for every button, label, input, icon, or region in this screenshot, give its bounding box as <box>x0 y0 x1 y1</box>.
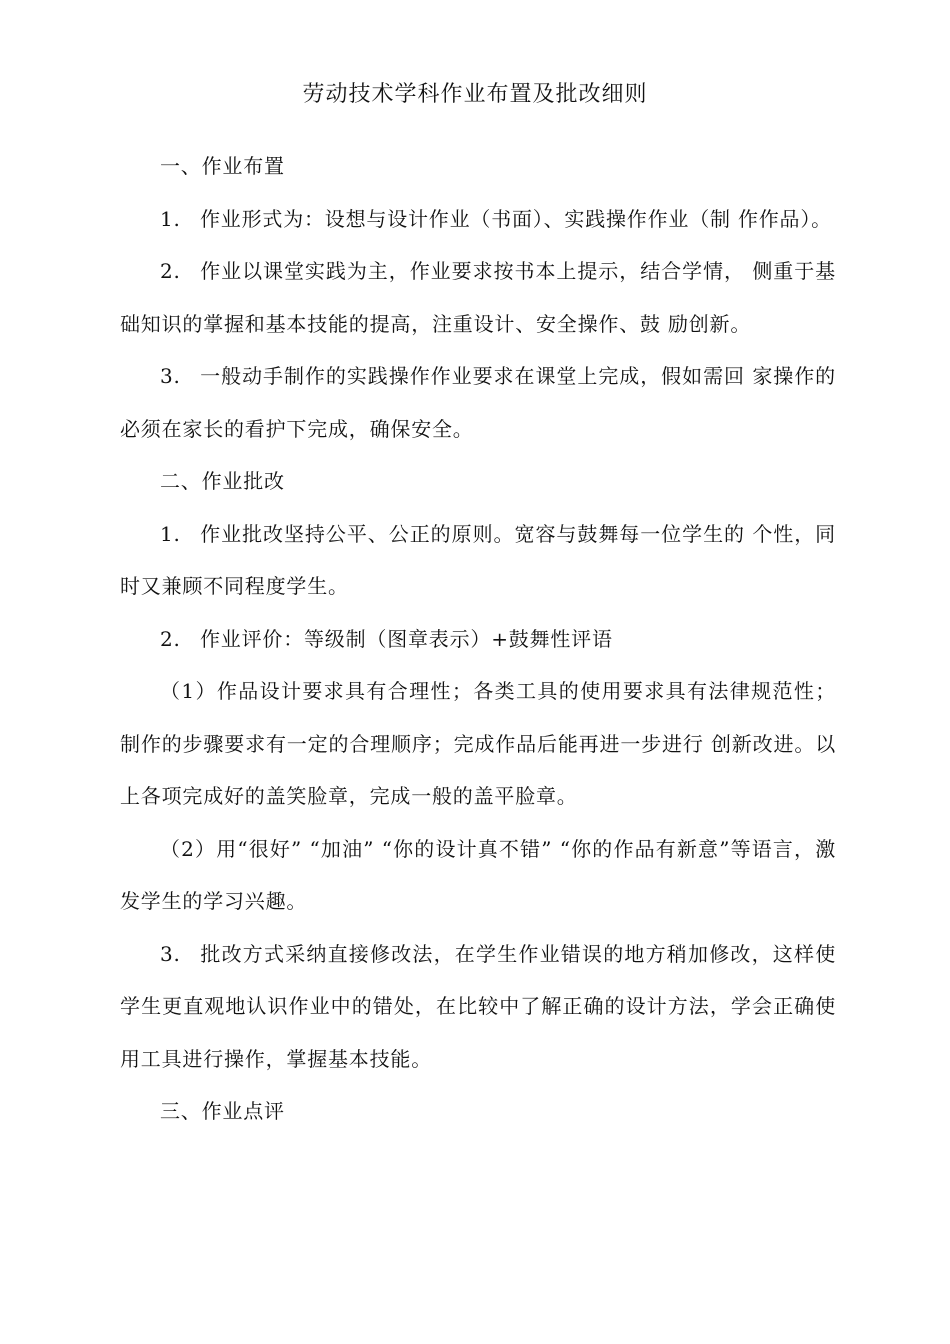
paragraph-text: 作业评价：等级制（图章表示）+鼓舞性评语 <box>200 626 613 651</box>
paragraph-assignment-2 <box>120 245 836 350</box>
document-body <box>120 140 836 1138</box>
item-number: 3. <box>160 941 181 966</box>
paragraph-grading-2-sub-2: （2）用“很好” “加油” “你的设计真不错” “你的作品有新意”等语言，激发学生的学习兴趣。 <box>120 836 836 913</box>
section-heading-assignment: 一、作业布置 <box>160 154 285 178</box>
paragraph-grading-2-sub-1: （1）作品设计要求具有合理性；各类工具的使用要求具有法律规范性；制作的步骤要求有一定的合理顺序；完成作品后能再进一步进行 创新改进。以上各项完成好的盖笑脸章，完成一般的盖平脸章。 <box>120 679 836 808</box>
item-number: 1. <box>160 521 181 546</box>
section-heading-grading: 二、作业批改 <box>160 469 285 493</box>
paragraph-text: 作业形式为：设想与设计作业（书面）、实践操作作业（制 作作品）。 <box>200 206 832 231</box>
item-number: 3. <box>160 364 181 388</box>
paragraph-grading-1 <box>120 508 836 613</box>
document-title: 劳动技术学科作业布置及批改细则 <box>302 82 648 107</box>
section-heading-review: 三、作业点评 <box>160 1099 285 1123</box>
paragraph-text: 作业以课堂实践为主，作业要求按书本上提示，结合学情， 侧重于基础知识的掌握和基本技能的提高，注重设计、安全操作、鼓 励创新。 <box>120 259 836 336</box>
paragraph-assignment-3 <box>120 350 836 455</box>
item-number: 1. <box>160 206 181 231</box>
paragraph-grading-3 <box>120 928 836 1086</box>
paragraph-text: 批改方式采纳直接修改法，在学生作业错误的地方稍加修改，这样使学生更直观地认识作业中的错处，在比较中了解正确的设计方法，学会正确使用工具进行操作，掌握基本技能。 <box>120 941 836 1071</box>
paragraph-text: 作业批改坚持公平、公正的原则。宽容与鼓舞每一位学生的 个性，同时又兼顾不同程度学生。 <box>120 521 836 598</box>
item-number: 2. <box>160 259 181 283</box>
paragraph-grading-2 <box>120 613 836 666</box>
paragraph-text: 一般动手制作的实践操作作业要求在课堂上完成，假如需回 家操作的必须在家长的看护下完成，确保安全。 <box>120 364 836 441</box>
paragraph-assignment-1 <box>120 193 836 246</box>
item-number: 2. <box>160 626 181 651</box>
